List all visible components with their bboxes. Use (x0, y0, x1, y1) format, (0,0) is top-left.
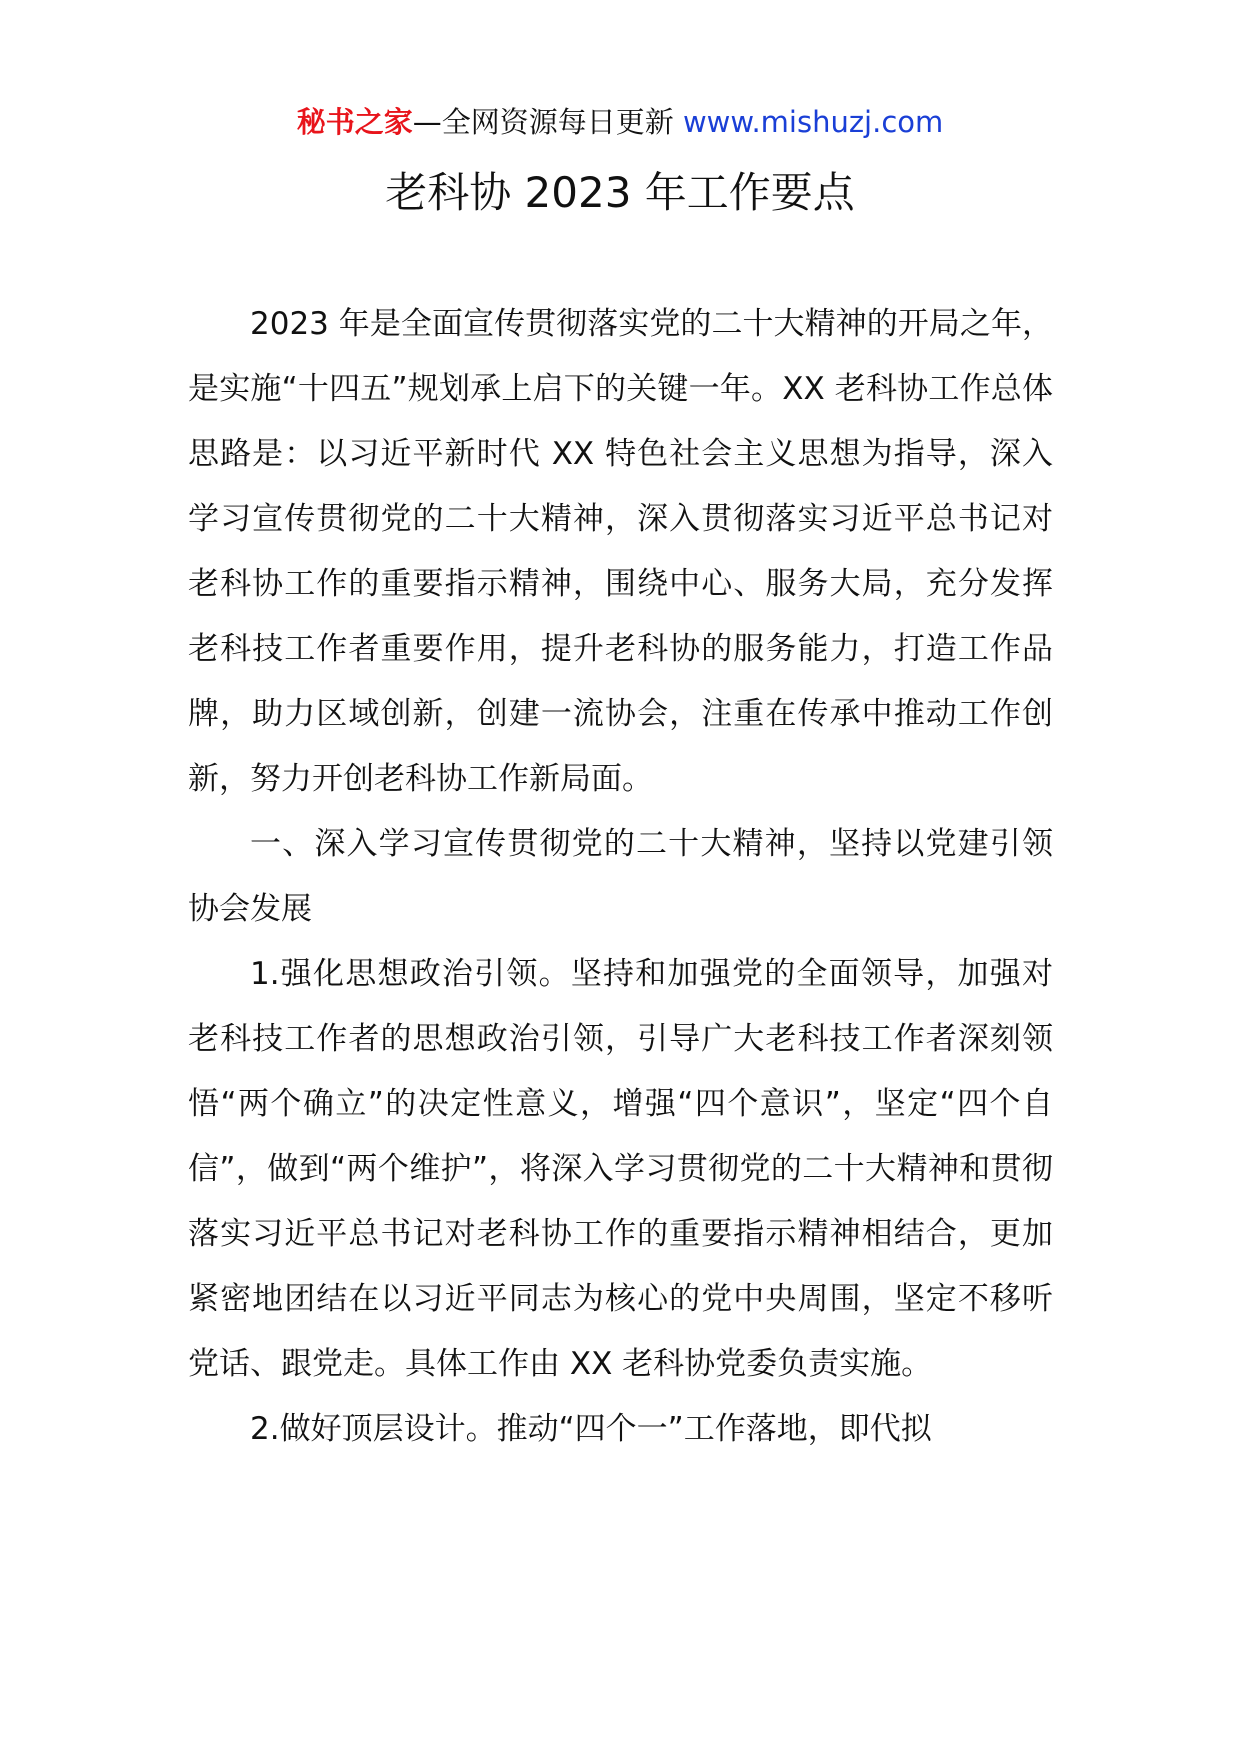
item-paragraph-1: 1.强化思想政治引领。坚持和加强党的全面领导，加强对老科技工作者的思想政治引领，引导广大老科技工作者深刻领悟“两个确立”的决定性意义，增强“四个意识”，坚定“四个自信”，做到“两个维护”，将深入学习贯彻党的二十大精神和贯彻落实习近平总书记对老科协工作的重要指示精神相结合，更加紧密地团结在以习近平同志为核心的党中央周围，坚定不移听党话、跟党走。具体工作由 XX 老科协党委负责实施。 (188, 956, 1053, 1382)
document-title: 老科协 2023 年工作要点 (385, 168, 855, 217)
item-paragraph-2: 2.做好顶层设计。推动“四个一”工作落地，即代拟 (250, 1411, 932, 1447)
website-url: www.mishuzj.com (682, 105, 944, 139)
brand-name: 秘书之家 (296, 105, 413, 139)
header-slogan: —全网资源每日更新 (412, 105, 674, 139)
intro-paragraph: 2023 年是全面宣传贯彻落实党的二十大精神的开局之年，是实施“十四五”规划承上启下的关键一年。XX 老科协工作总体思路是：以习近平新时代 XX 特色社会主义思想为指导，深入学习宣传贯彻党的二十大精神，深入贯彻落实习近平总书记对老科协工作的重要指示精神，围绕中心、服务大局，充分发挥老科技工作者重要作用，提升老科协的服务能力，打造工作品牌，助力区域创新，创建一流协会，注重在传承中推动工作创新，努力开创老科协工作新局面。 (188, 306, 1053, 797)
site-header (0, 102, 1240, 142)
document-body (188, 292, 1053, 1462)
section-heading-1: 一、深入学习宣传贯彻党的二十大精神，坚持以党建引领协会发展 (188, 826, 1053, 927)
